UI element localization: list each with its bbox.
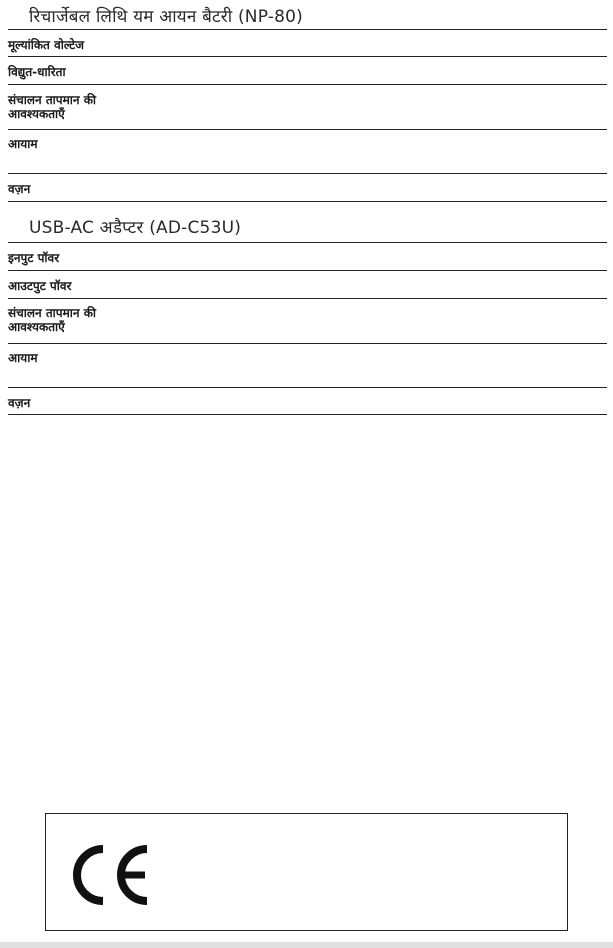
divider bbox=[8, 129, 607, 130]
divider bbox=[8, 242, 607, 243]
divider bbox=[8, 298, 607, 299]
divider bbox=[8, 343, 607, 344]
divider bbox=[8, 84, 607, 85]
divider bbox=[8, 387, 607, 388]
divider bbox=[8, 29, 607, 30]
battery-row-weight: वज़न bbox=[8, 182, 31, 196]
adapter-row-input-power: इनपुट पॉवर bbox=[8, 251, 60, 265]
ce-mark-icon bbox=[69, 844, 153, 910]
adapter-section-heading: USB-AC अडैप्टर (AD-C53U) bbox=[29, 218, 242, 238]
divider bbox=[8, 414, 607, 415]
divider bbox=[8, 173, 607, 174]
battery-section-heading: रिचार्जेबल लिथि यम आयन बैटरी (NP-80) bbox=[29, 7, 303, 27]
ce-compliance-box bbox=[45, 813, 568, 931]
battery-row-dimensions: आयाम bbox=[8, 137, 38, 151]
divider bbox=[8, 270, 607, 271]
battery-row-capacity: विद्युत-धारिता bbox=[8, 65, 66, 79]
page-footer-band bbox=[0, 942, 613, 948]
divider bbox=[8, 201, 607, 202]
adapter-row-output-power: आउटपुट पॉवर bbox=[8, 279, 72, 293]
battery-row-rated-voltage: मूल्यांकित वोल्टेज bbox=[8, 38, 85, 52]
divider bbox=[8, 56, 607, 57]
adapter-row-dimensions: आयाम bbox=[8, 351, 38, 365]
adapter-row-operating-temperature: संचालन तापमान की आवश्यकताएँ bbox=[8, 306, 97, 334]
adapter-row-weight: वज़न bbox=[8, 396, 31, 410]
battery-row-operating-temperature: संचालन तापमान की आवश्यकताएँ bbox=[8, 93, 97, 121]
